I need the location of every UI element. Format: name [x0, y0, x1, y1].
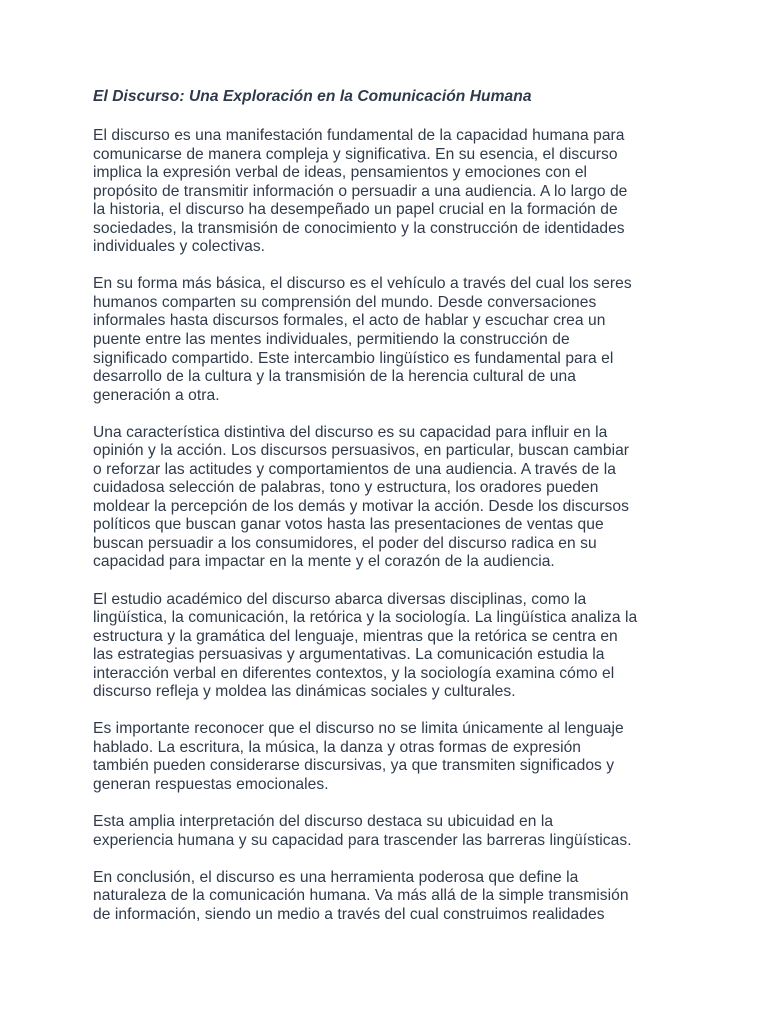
- paragraph-7: En conclusión, el discurso es una herramienta poderosa que define la naturaleza de la comunicación humana. Va más allá de la simple transmisión de información, siendo un medio a través del cual construimos realidades: [93, 868, 629, 923]
- document-title: El Discurso: Una Exploración en la Comunicación Humana: [93, 88, 532, 105]
- paragraph-1: El discurso es una manifestación fundamental de la capacidad humana para comunicarse de manera compleja y significativa. En su esencia, el discurso implica la expresión verbal de ideas, pensamientos y emociones con el propósito de transmitir información o persuadir a una audiencia. A lo largo de la historia, el discurso ha desempeñado un papel crucial en la formación de sociedades, la transmisión de conocimiento y la construcción de identidades individuales y colectivas.: [93, 127, 628, 256]
- document-page: [93, 86, 678, 943]
- paragraph-4: El estudio académico del discurso abarca diversas disciplinas, como la lingüística, la comunicación, la retórica y la sociología. La lingüística analiza la estructura y la gramática del lenguaje, mientras que la retórica se centra en las estrategias persuasivas y argumentativas. La comunicación estudia la interacción verbal en diferentes contextos, y la sociología examina cómo el discurso refleja y moldea las dinámicas sociales y culturales.: [93, 590, 638, 701]
- paragraph-3: Una característica distintiva del discurso es su capacidad para influir en la opinión y la acción. Los discursos persuasivos, en particular, buscan cambiar o reforzar las actitudes y comportamientos de una audiencia. A través de la cuidadosa selección de palabras, tono y estructura, los oradores pueden moldear la percepción de los demás y motivar la acción. Desde los discursos políticos que buscan ganar votos hasta las presentaciones de ventas que buscan persuadir a los consumidores, el poder del discurso radica en su capacidad para impactar en la mente y el corazón de la audiencia.: [93, 423, 630, 571]
- paragraph-2: En su forma más básica, el discurso es el vehículo a través del cual los seres humanos comparten su comprensión del mundo. Desde conversaciones informales hasta discursos formales, el acto de hablar y escuchar crea un puente entre las mentes individuales, permitiendo la construcción de significado compartido. Este intercambio lingüístico es fundamental para el desarrollo de la cultura y la transmisión de la herencia cultural de una generación a otra.: [93, 275, 632, 404]
- paragraph-6: Esta amplia interpretación del discurso destaca su ubicuidad en la experiencia humana y su capacidad para trascender las barreras lingüísticas.: [93, 813, 632, 849]
- paragraph-5: Es importante reconocer que el discurso no se limita únicamente al lenguaje hablado. La escritura, la música, la danza y otras formas de expresión también pueden considerarse discursivas, ya que transmiten significados y generan respuestas emocionales.: [93, 720, 624, 793]
